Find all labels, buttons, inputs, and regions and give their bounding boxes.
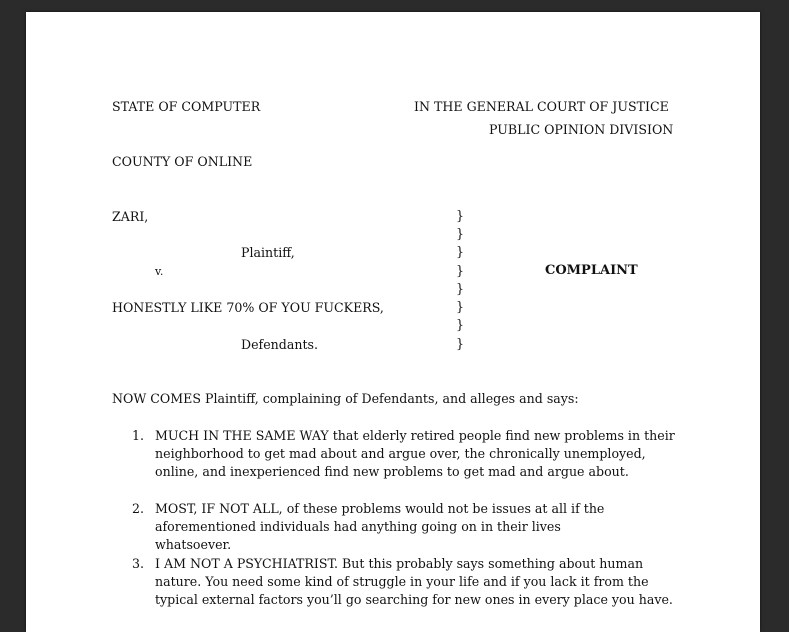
defendant-label: Defendants.	[241, 337, 318, 352]
document-page	[26, 12, 760, 632]
defendant-name: HONESTLY LIKE 70% OF YOU FUCKERS,	[112, 300, 384, 315]
caption-brace: }	[456, 208, 465, 223]
versus-label: v.	[155, 265, 164, 278]
plaintiff-name: ZARI,	[112, 209, 149, 224]
caption-brace: }	[456, 336, 465, 351]
caption-brace: }	[456, 317, 465, 332]
caption-brace: }	[456, 263, 465, 278]
item-text: I AM NOT A PSYCHIATRIST. But this probably says something about human nature. You need some kind of struggle in your life and if you lack it from the typical external factors you’ll go searching for new ones in every place you have.	[155, 556, 673, 607]
item-number: 2.	[131, 501, 144, 516]
item-number: 3.	[131, 556, 144, 571]
county-heading: COUNTY OF ONLINE	[112, 154, 253, 169]
document-title: COMPLAINT	[545, 263, 638, 278]
caption-brace: }	[456, 244, 465, 259]
caption-brace: }	[456, 226, 465, 241]
caption-brace: }	[456, 281, 465, 296]
state-heading: STATE OF COMPUTER	[112, 99, 261, 114]
item-number: 1.	[131, 428, 144, 443]
intro-paragraph: NOW COMES Plaintiff, complaining of Defendants, and alleges and says:	[112, 391, 579, 406]
division-heading: PUBLIC OPINION DIVISION	[489, 122, 674, 137]
court-heading: IN THE GENERAL COURT OF JUSTICE	[414, 99, 669, 114]
caption-brace: }	[456, 299, 465, 314]
item-text: MUCH IN THE SAME WAY that elderly retired people find new problems in their neighborhood to get mad about and argue over, the chronically unemployed, online, and inexperienced find new problems to get mad and argue about.	[155, 428, 675, 479]
item-text: MOST, IF NOT ALL, of these problems would not be issues at all if the aforementioned individuals had anything going on in their lives whatsoever.	[155, 501, 605, 552]
plaintiff-label: Plaintiff,	[241, 245, 295, 260]
